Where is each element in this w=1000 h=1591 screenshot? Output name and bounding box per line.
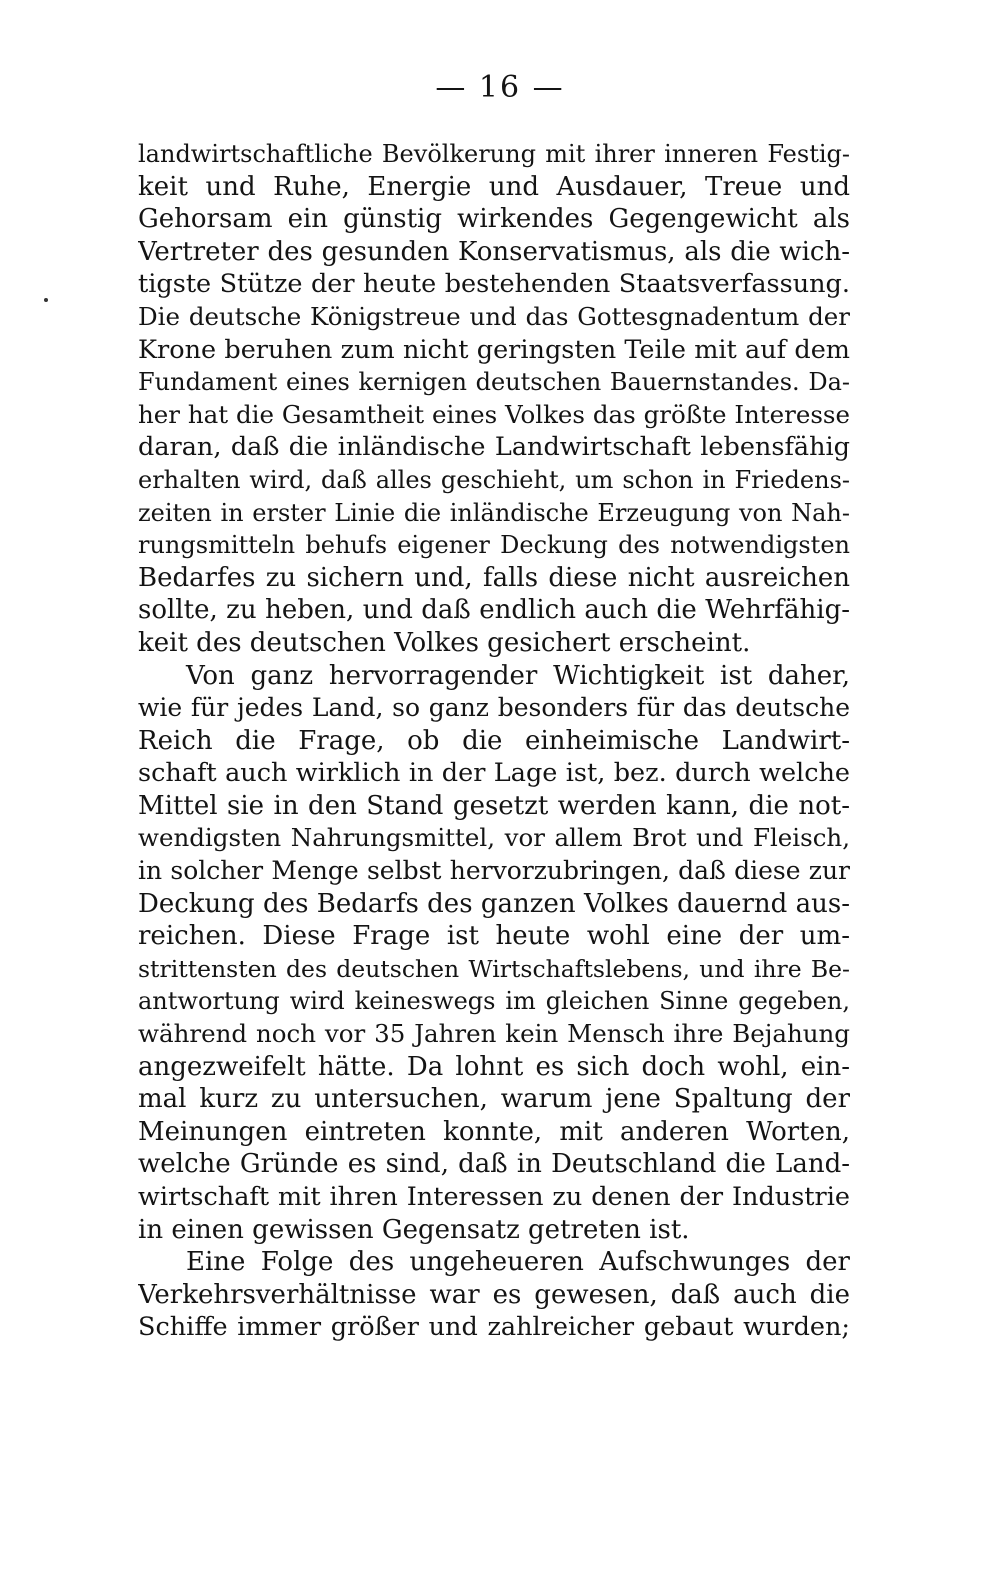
text-line: wie für jedes Land, so ganz besonders für das deutsche xyxy=(138,693,850,723)
text-line: Reich die Frage, ob die einheimische Landwirt- xyxy=(138,725,850,756)
text-line: Meinungen eintreten konnte, mit anderen Worten, xyxy=(138,1116,850,1147)
text-line: schaft auch wirklich in der Lage ist, bez. durch welche xyxy=(138,758,850,789)
page-number: — 16 — xyxy=(435,70,565,105)
text-line: antwortung wird keineswegs im gleichen Sinne gegeben, xyxy=(138,987,850,1016)
text-line: Gehorsam ein günstig wirkendes Gegengewicht als xyxy=(138,204,850,235)
text-line: in solcher Menge selbst hervorzubringen, daß diese zur xyxy=(138,856,850,886)
text-line: Bedarfes zu sichern und, falls diese nicht ausreichen xyxy=(138,562,850,593)
text-line: wendigsten Nahrungsmittel, vor allem Brot und Fleisch, xyxy=(138,823,850,853)
text-line: Von ganz hervorragender Wichtigkeit ist daher, xyxy=(186,660,850,691)
text-line: rungsmitteln behufs eigener Deckung des notwendigsten xyxy=(138,531,850,560)
text-line: in einen gewissen Gegensatz getreten ist. xyxy=(138,1214,690,1245)
text-line: während noch vor 35 Jahren kein Mensch ihre Bejahung xyxy=(138,1019,850,1049)
text-line: keit und Ruhe, Energie und Ausdauer, Treue und xyxy=(138,171,850,202)
text-line: Krone beruhen zum nicht geringsten Teile mit auf dem xyxy=(138,334,850,365)
text-line: erhalten wird, daß alles geschieht, um schon in Friedens- xyxy=(138,465,850,494)
text-line: daran, daß die inländische Landwirtschaft lebensfähig xyxy=(138,432,850,463)
text-line: welche Gründe es sind, daß in Deutschland die Land- xyxy=(138,1149,850,1180)
text-line: Verkehrsverhältnisse war es gewesen, daß auch die xyxy=(138,1279,850,1310)
text-line: tigste Stütze der heute bestehenden Staatsverfassung. xyxy=(138,269,850,300)
text-line: angezweifelt hätte. Da lohnt es sich doch wohl, ein- xyxy=(138,1051,850,1082)
text-line: sollte, zu heben, und daß endlich auch die Wehrfähig- xyxy=(138,595,850,626)
text-line: Schiffe immer größer und zahlreicher gebaut wurden; xyxy=(138,1312,850,1343)
text-line: Deckung des Bedarfs des ganzen Volkes dauernd aus- xyxy=(138,888,850,919)
text-line: reichen. Diese Frage ist heute wohl eine der um- xyxy=(138,921,850,952)
text-line: zeiten in erster Linie die inländische Erzeugung von Nah- xyxy=(138,498,850,527)
text-line: mal kurz zu untersuchen, warum jene Spaltung der xyxy=(138,1084,850,1115)
text-line: Vertreter des gesunden Konservatismus, als die wich- xyxy=(138,236,850,267)
text-line: strittensten des deutschen Wirtschaftslebens, und ihre Be- xyxy=(138,954,850,983)
text-line: Fundament eines kernigen deutschen Bauernstandes. Da- xyxy=(138,368,850,397)
text-line: Eine Folge des ungeheueren Aufschwunges der xyxy=(186,1247,850,1278)
text-line: her hat die Gesamtheit eines Volkes das größte Interesse xyxy=(138,399,850,429)
text-line: Die deutsche Königstreue und das Gottesgnadentum der xyxy=(138,301,850,331)
text-line: wirtschaft mit ihren Interessen zu denen der Industrie xyxy=(138,1182,850,1212)
ink-speck xyxy=(44,298,48,302)
text-line: keit des deutschen Volkes gesichert erscheint. xyxy=(138,627,751,658)
body-text xyxy=(138,138,850,1344)
text-line: landwirtschaftliche Bevölkerung mit ihrer inneren Festig- xyxy=(138,140,850,168)
text-line: Mittel sie in den Stand gesetzt werden kann, die not- xyxy=(138,790,850,821)
